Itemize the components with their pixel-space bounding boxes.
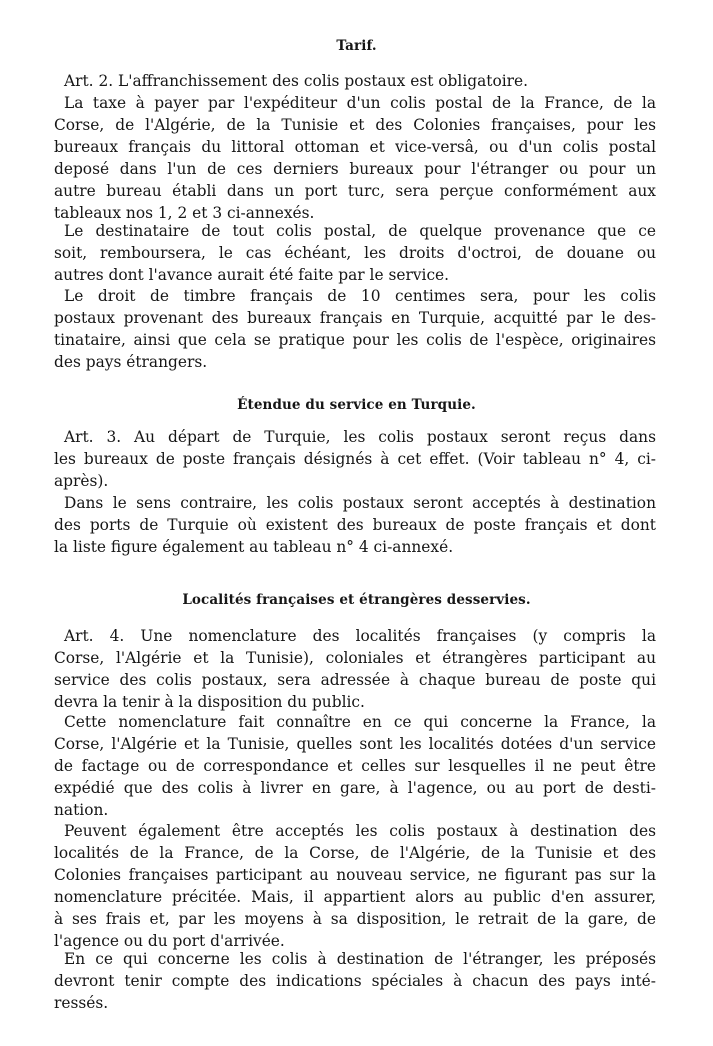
paragraph-sens-contraire	[54, 492, 656, 558]
text-line: autres dont l'avance aurait été faite par le service.	[54, 266, 450, 284]
paragraph-art-2	[54, 70, 656, 92]
text-line: La taxe à payer par l'expéditeur d'un colis postal de la France, de la	[64, 94, 656, 112]
text-line: tinataire, ainsi que cela se pratique pour les colis de l'espèce, originaires	[54, 331, 656, 349]
text-line: des ports de Turquie où existent des bureaux de poste français et dont	[54, 516, 656, 534]
text-line: Le destinataire de tout colis postal, de quelque provenance que ce	[64, 222, 656, 240]
text-line: Peuvent également être acceptés les colis postaux à destination des	[64, 822, 656, 840]
text-line: Colonies françaises participant au nouveau service, ne figurant pas sur la	[54, 866, 656, 884]
text-line: service des colis postaux, sera adressée à chaque bureau de poste qui	[54, 671, 656, 689]
text-line: deposé dans l'un de ces derniers bureaux pour l'étranger ou pour un	[54, 160, 656, 178]
text-line: à ses frais et, par les moyens à sa disposition, le retrait de la gare, de	[54, 910, 656, 928]
section-heading-localites: Localités françaises et étrangères desservies.	[182, 592, 531, 608]
text-line: devra la tenir à la disposition du public.	[54, 693, 365, 711]
paragraph-nomenclature	[54, 711, 656, 821]
paragraph-etranger	[54, 948, 656, 1014]
text-line: soit, remboursera, le cas échéant, les droits d'octroi, de douane ou	[54, 244, 656, 262]
paragraph-art-4	[54, 625, 656, 713]
text-line: Art. 2. L'affranchissement des colis postaux est obligatoire.	[64, 72, 529, 90]
text-line: des pays étrangers.	[54, 353, 208, 371]
text-line: postaux provenant des bureaux français en Turquie, acquitté par le des-	[54, 309, 656, 327]
text-line: Cette nomenclature fait connaître en ce qui concerne la France, la	[64, 713, 656, 731]
text-line: tableaux nos 1, 2 et 3 ci-annexés.	[54, 204, 315, 222]
text-line: Corse, de l'Algérie, de la Tunisie et des Colonies françaises, pour les	[54, 116, 656, 134]
paragraph-peuvent	[54, 820, 656, 952]
text-line: nation.	[54, 801, 109, 819]
text-line: Art. 4. Une nomenclature des localités françaises (y compris la	[64, 627, 656, 645]
text-line: Corse, l'Algérie et la Tunisie, quelles sont les localités dotées d'un service	[54, 735, 656, 753]
section-heading-tarif: Tarif.	[336, 38, 377, 54]
text-line: En ce qui concerne les colis à destination de l'étranger, les préposés	[64, 950, 656, 968]
text-line: après).	[54, 472, 109, 490]
text-line: localités de la France, de la Corse, de l'Algérie, de la Tunisie et des	[54, 844, 656, 862]
text-line: ressés.	[54, 994, 109, 1012]
text-line: bureaux français du littoral ottoman et vice-versâ, ou d'un colis postal	[54, 138, 656, 156]
text-line: Art. 3. Au départ de Turquie, les colis postaux seront reçus dans	[64, 428, 656, 446]
paragraph-taxe	[54, 92, 656, 224]
text-line: les bureaux de poste français désignés à cet effet. (Voir tableau n° 4, ci-	[54, 450, 656, 468]
text-line: de factage ou de correspondance et celles sur lesquelles il ne peut être	[54, 757, 656, 775]
text-line: nomenclature précitée. Mais, il appartient alors au public d'en assurer,	[54, 888, 656, 906]
text-line: la liste figure également au tableau n° 4 ci-annexé.	[54, 538, 454, 556]
text-line: Corse, l'Algérie et la Tunisie), coloniales et étrangères participant au	[54, 649, 656, 667]
text-line: Le droit de timbre français de 10 centimes sera, pour les colis	[64, 287, 656, 305]
text-line: Dans le sens contraire, les colis postaux seront acceptés à destination	[64, 494, 656, 512]
text-line: devront tenir compte des indications spéciales à chacun des pays inté-	[54, 972, 656, 990]
text-line: l'agence ou du port d'arrivée.	[54, 932, 285, 950]
text-line: expédié que des colis à livrer en gare, à l'agence, ou au port de desti-	[54, 779, 656, 797]
paragraph-droit-de-timbre	[54, 285, 656, 373]
paragraph-art-3	[54, 426, 656, 492]
paragraph-destinataire	[54, 220, 656, 286]
section-heading-etendue: Étendue du service en Turquie.	[237, 397, 476, 413]
text-line: autre bureau établi dans un port turc, sera perçue conformément aux	[54, 182, 656, 200]
